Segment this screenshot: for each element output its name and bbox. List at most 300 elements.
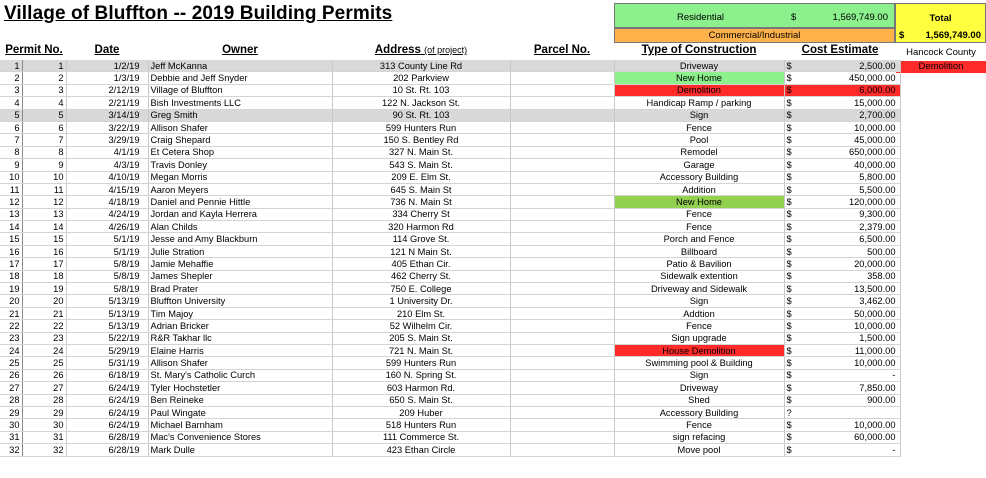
owner-cell[interactable]: Bish Investments LLC bbox=[148, 97, 332, 109]
address-cell[interactable]: 114 Grove St. bbox=[332, 233, 510, 245]
permit-no-cell[interactable]: 2 bbox=[22, 72, 66, 84]
table-row[interactable] bbox=[0, 444, 900, 456]
parcel-no-cell[interactable] bbox=[510, 60, 614, 72]
cost-estimate-cell[interactable]: 2,379.00 bbox=[796, 221, 900, 233]
parcel-no-cell[interactable] bbox=[510, 121, 614, 133]
address-cell[interactable]: 405 Ethan Cir. bbox=[332, 258, 510, 270]
cost-estimate-cell[interactable]: 650,000.00 bbox=[796, 146, 900, 158]
date-cell[interactable]: 5/22/19 bbox=[66, 332, 148, 344]
table-row[interactable] bbox=[0, 121, 900, 133]
dollar-sign-cell[interactable]: $ bbox=[784, 369, 796, 381]
owner-cell[interactable]: Ben Reineke bbox=[148, 394, 332, 406]
date-cell[interactable]: 5/13/19 bbox=[66, 295, 148, 307]
date-cell[interactable]: 4/1/19 bbox=[66, 146, 148, 158]
cost-estimate-cell[interactable]: 9,300.00 bbox=[796, 208, 900, 220]
header-date[interactable]: Date bbox=[94, 44, 120, 56]
owner-cell[interactable]: Daniel and Pennie Hittle bbox=[148, 196, 332, 208]
permit-no-cell[interactable]: 23 bbox=[22, 332, 66, 344]
row-number-cell[interactable]: 7 bbox=[0, 134, 22, 146]
construction-type-cell[interactable]: Sign bbox=[614, 295, 784, 307]
dollar-sign-cell[interactable]: $ bbox=[784, 121, 796, 133]
date-cell[interactable]: 5/8/19 bbox=[66, 258, 148, 270]
construction-type-cell[interactable]: Demolition bbox=[614, 84, 784, 96]
parcel-no-cell[interactable] bbox=[510, 134, 614, 146]
permit-no-cell[interactable]: 32 bbox=[22, 444, 66, 456]
table-row[interactable] bbox=[0, 60, 900, 72]
construction-type-cell[interactable]: Move pool bbox=[614, 444, 784, 456]
permit-no-cell[interactable]: 22 bbox=[22, 320, 66, 332]
row-number-cell[interactable]: 3 bbox=[0, 84, 22, 96]
owner-cell[interactable]: Craig Shepard bbox=[148, 134, 332, 146]
dollar-sign-cell[interactable]: $ bbox=[784, 60, 796, 72]
cost-estimate-cell[interactable] bbox=[796, 406, 900, 418]
cost-estimate-cell[interactable]: 3,462.00 bbox=[796, 295, 900, 307]
row-number-cell[interactable]: 22 bbox=[0, 320, 22, 332]
address-cell[interactable]: 121 N Main St. bbox=[332, 245, 510, 257]
parcel-no-cell[interactable] bbox=[510, 344, 614, 356]
date-cell[interactable]: 4/3/19 bbox=[66, 159, 148, 171]
table-row[interactable] bbox=[0, 245, 900, 257]
date-cell[interactable]: 2/21/19 bbox=[66, 97, 148, 109]
address-cell[interactable]: 750 E. College bbox=[332, 283, 510, 295]
table-row[interactable] bbox=[0, 146, 900, 158]
construction-type-cell[interactable]: Sign upgrade bbox=[614, 332, 784, 344]
cost-estimate-cell[interactable]: 10,000.00 bbox=[796, 357, 900, 369]
construction-type-cell[interactable]: Fence bbox=[614, 221, 784, 233]
table-row[interactable] bbox=[0, 97, 900, 109]
dollar-sign-cell[interactable]: $ bbox=[784, 444, 796, 456]
header-owner[interactable]: Owner bbox=[222, 44, 258, 56]
date-cell[interactable]: 5/8/19 bbox=[66, 283, 148, 295]
construction-type-cell[interactable]: Billboard bbox=[614, 245, 784, 257]
total-summary-cell[interactable] bbox=[895, 3, 986, 43]
cost-estimate-cell[interactable]: 1,500.00 bbox=[796, 332, 900, 344]
table-row[interactable] bbox=[0, 84, 900, 96]
owner-cell[interactable]: Adrian Bricker bbox=[148, 320, 332, 332]
construction-type-cell[interactable]: Remodel bbox=[614, 146, 784, 158]
address-cell[interactable]: 327 N. Main St. bbox=[332, 146, 510, 158]
construction-type-cell[interactable]: Fence bbox=[614, 320, 784, 332]
parcel-no-cell[interactable] bbox=[510, 444, 614, 456]
date-cell[interactable]: 6/18/19 bbox=[66, 369, 148, 381]
date-cell[interactable]: 4/15/19 bbox=[66, 183, 148, 195]
permit-no-cell[interactable]: 12 bbox=[22, 196, 66, 208]
address-cell[interactable]: 603 Harmon Rd. bbox=[332, 382, 510, 394]
owner-cell[interactable]: Paul Wingate bbox=[148, 406, 332, 418]
table-row[interactable] bbox=[0, 109, 900, 121]
row-number-cell[interactable]: 11 bbox=[0, 183, 22, 195]
dollar-sign-cell[interactable]: $ bbox=[784, 394, 796, 406]
parcel-no-cell[interactable] bbox=[510, 84, 614, 96]
dollar-sign-cell[interactable]: $ bbox=[784, 134, 796, 146]
parcel-no-cell[interactable] bbox=[510, 233, 614, 245]
header-cost-estimate[interactable]: Cost Estimate bbox=[801, 44, 879, 56]
table-row[interactable] bbox=[0, 283, 900, 295]
address-cell[interactable]: 543 S. Main St. bbox=[332, 159, 510, 171]
cost-estimate-cell[interactable]: 5,800.00 bbox=[796, 171, 900, 183]
owner-cell[interactable]: James Shepler bbox=[148, 270, 332, 282]
date-cell[interactable]: 4/24/19 bbox=[66, 208, 148, 220]
construction-type-cell[interactable]: Handicap Ramp / parking bbox=[614, 97, 784, 109]
cost-estimate-cell[interactable]: 2,500.00 bbox=[796, 60, 900, 72]
dollar-sign-cell[interactable]: $ bbox=[784, 233, 796, 245]
address-cell[interactable]: 52 Wilhelm Cir. bbox=[332, 320, 510, 332]
dollar-sign-cell[interactable]: $ bbox=[784, 357, 796, 369]
table-row[interactable] bbox=[0, 382, 900, 394]
cost-estimate-cell[interactable]: 10,000.00 bbox=[796, 121, 900, 133]
table-row[interactable] bbox=[0, 431, 900, 443]
row-number-cell[interactable]: 26 bbox=[0, 369, 22, 381]
hancock-county-cell[interactable]: Hancock County bbox=[896, 46, 986, 60]
owner-cell[interactable]: Jesse and Amy Blackburn bbox=[148, 233, 332, 245]
cost-estimate-cell[interactable]: 15,000.00 bbox=[796, 97, 900, 109]
address-cell[interactable]: 334 Cherry St bbox=[332, 208, 510, 220]
construction-type-cell[interactable]: Sidewalk extention bbox=[614, 270, 784, 282]
address-cell[interactable]: 320 Harmon Rd bbox=[332, 221, 510, 233]
header-permit-no[interactable]: Permit No. bbox=[5, 44, 63, 56]
address-cell[interactable]: 209 E. Elm St. bbox=[332, 171, 510, 183]
owner-cell[interactable]: Mac's Convenience Stores bbox=[148, 431, 332, 443]
table-row[interactable] bbox=[0, 159, 900, 171]
dollar-sign-cell[interactable]: $ bbox=[784, 344, 796, 356]
address-cell[interactable]: 736 N. Main St bbox=[332, 196, 510, 208]
table-row[interactable] bbox=[0, 208, 900, 220]
parcel-no-cell[interactable] bbox=[510, 97, 614, 109]
row-number-cell[interactable]: 12 bbox=[0, 196, 22, 208]
address-cell[interactable]: 423 Ethan Circle bbox=[332, 444, 510, 456]
owner-cell[interactable]: Greg Smith bbox=[148, 109, 332, 121]
row-number-cell[interactable]: 19 bbox=[0, 283, 22, 295]
row-number-cell[interactable]: 2 bbox=[0, 72, 22, 84]
dollar-sign-cell[interactable]: $ bbox=[784, 431, 796, 443]
construction-type-cell[interactable]: Porch and Fence bbox=[614, 233, 784, 245]
dollar-sign-cell[interactable]: $ bbox=[784, 171, 796, 183]
owner-cell[interactable]: Alan Childs bbox=[148, 221, 332, 233]
cost-estimate-cell[interactable]: 60,000.00 bbox=[796, 431, 900, 443]
table-row[interactable] bbox=[0, 332, 900, 344]
parcel-no-cell[interactable] bbox=[510, 419, 614, 431]
row-number-cell[interactable]: 9 bbox=[0, 159, 22, 171]
permit-no-cell[interactable]: 30 bbox=[22, 419, 66, 431]
date-cell[interactable]: 5/13/19 bbox=[66, 307, 148, 319]
permit-no-cell[interactable]: 28 bbox=[22, 394, 66, 406]
construction-type-cell[interactable]: Fence bbox=[614, 208, 784, 220]
dollar-sign-cell[interactable]: $ bbox=[784, 196, 796, 208]
dollar-sign-cell[interactable]: $ bbox=[784, 382, 796, 394]
parcel-no-cell[interactable] bbox=[510, 283, 614, 295]
date-cell[interactable]: 3/14/19 bbox=[66, 109, 148, 121]
row-number-cell[interactable]: 29 bbox=[0, 406, 22, 418]
construction-type-cell[interactable]: New Home bbox=[614, 72, 784, 84]
table-row[interactable] bbox=[0, 344, 900, 356]
construction-type-cell[interactable]: Sign bbox=[614, 369, 784, 381]
construction-type-cell[interactable]: Sign bbox=[614, 109, 784, 121]
permit-no-cell[interactable]: 25 bbox=[22, 357, 66, 369]
permit-no-cell[interactable]: 5 bbox=[22, 109, 66, 121]
permit-no-cell[interactable]: 29 bbox=[22, 406, 66, 418]
dollar-sign-cell[interactable]: $ bbox=[784, 270, 796, 282]
header-address[interactable] bbox=[332, 44, 510, 59]
cost-estimate-cell[interactable]: 120,000.00 bbox=[796, 196, 900, 208]
construction-type-cell[interactable]: Shed bbox=[614, 394, 784, 406]
dollar-sign-cell[interactable]: $ bbox=[784, 245, 796, 257]
permit-no-cell[interactable]: 14 bbox=[22, 221, 66, 233]
date-cell[interactable]: 6/24/19 bbox=[66, 394, 148, 406]
cost-estimate-cell[interactable]: 6,500.00 bbox=[796, 233, 900, 245]
construction-type-cell[interactable]: Garage bbox=[614, 159, 784, 171]
construction-type-cell[interactable]: Addition bbox=[614, 183, 784, 195]
date-cell[interactable]: 4/26/19 bbox=[66, 221, 148, 233]
row-number-cell[interactable]: 15 bbox=[0, 233, 22, 245]
row-number-cell[interactable]: 18 bbox=[0, 270, 22, 282]
address-cell[interactable]: 150 S. Bentley Rd bbox=[332, 134, 510, 146]
row-number-cell[interactable]: 27 bbox=[0, 382, 22, 394]
owner-cell[interactable]: Michael Barnham bbox=[148, 419, 332, 431]
table-row[interactable] bbox=[0, 369, 900, 381]
table-row[interactable] bbox=[0, 72, 900, 84]
cost-estimate-cell[interactable]: 13,500.00 bbox=[796, 283, 900, 295]
permit-no-cell[interactable]: 7 bbox=[22, 134, 66, 146]
address-cell[interactable]: 122 N. Jackson St. bbox=[332, 97, 510, 109]
permit-no-cell[interactable]: 21 bbox=[22, 307, 66, 319]
parcel-no-cell[interactable] bbox=[510, 270, 614, 282]
permit-no-cell[interactable]: 15 bbox=[22, 233, 66, 245]
table-row[interactable] bbox=[0, 320, 900, 332]
dollar-sign-cell[interactable]: $ bbox=[784, 283, 796, 295]
owner-cell[interactable]: R&R Takhar llc bbox=[148, 332, 332, 344]
date-cell[interactable]: 5/31/19 bbox=[66, 357, 148, 369]
address-cell[interactable]: 111 Commerce St. bbox=[332, 431, 510, 443]
owner-cell[interactable]: Debbie and Jeff Snyder bbox=[148, 72, 332, 84]
construction-type-cell[interactable]: Pool bbox=[614, 134, 784, 146]
cost-estimate-cell[interactable]: - bbox=[796, 369, 900, 381]
dollar-sign-cell[interactable]: $ bbox=[784, 109, 796, 121]
owner-cell[interactable]: St. Mary's Catholic Curch bbox=[148, 369, 332, 381]
date-cell[interactable]: 6/24/19 bbox=[66, 382, 148, 394]
table-row[interactable] bbox=[0, 171, 900, 183]
parcel-no-cell[interactable] bbox=[510, 382, 614, 394]
row-number-cell[interactable]: 24 bbox=[0, 344, 22, 356]
owner-cell[interactable]: Allison Shafer bbox=[148, 357, 332, 369]
table-row[interactable] bbox=[0, 357, 900, 369]
cost-estimate-cell[interactable]: 900.00 bbox=[796, 394, 900, 406]
parcel-no-cell[interactable] bbox=[510, 394, 614, 406]
permit-no-cell[interactable]: 16 bbox=[22, 245, 66, 257]
row-number-cell[interactable]: 23 bbox=[0, 332, 22, 344]
address-cell[interactable]: 210 Elm St. bbox=[332, 307, 510, 319]
dollar-sign-cell[interactable]: ? bbox=[784, 406, 796, 418]
table-row[interactable] bbox=[0, 233, 900, 245]
dollar-sign-cell[interactable]: $ bbox=[784, 307, 796, 319]
parcel-no-cell[interactable] bbox=[510, 159, 614, 171]
table-row[interactable] bbox=[0, 406, 900, 418]
date-cell[interactable]: 5/1/19 bbox=[66, 233, 148, 245]
address-cell[interactable]: 209 Huber bbox=[332, 406, 510, 418]
table-row[interactable] bbox=[0, 394, 900, 406]
date-cell[interactable]: 6/24/19 bbox=[66, 419, 148, 431]
construction-type-cell[interactable]: Driveway and Sidewalk bbox=[614, 283, 784, 295]
cost-estimate-cell[interactable]: 500.00 bbox=[796, 245, 900, 257]
permit-no-cell[interactable]: 11 bbox=[22, 183, 66, 195]
address-cell[interactable]: 462 Cherry St. bbox=[332, 270, 510, 282]
permit-no-cell[interactable]: 3 bbox=[22, 84, 66, 96]
construction-type-cell[interactable]: Driveway bbox=[614, 60, 784, 72]
commercial-summary-cell[interactable] bbox=[614, 28, 895, 43]
row-number-cell[interactable]: 32 bbox=[0, 444, 22, 456]
header-parcel-no[interactable]: Parcel No. bbox=[533, 44, 591, 56]
table-row[interactable] bbox=[0, 258, 900, 270]
address-cell[interactable]: 1 University Dr. bbox=[332, 295, 510, 307]
parcel-no-cell[interactable] bbox=[510, 307, 614, 319]
dollar-sign-cell[interactable]: $ bbox=[784, 221, 796, 233]
date-cell[interactable]: 5/29/19 bbox=[66, 344, 148, 356]
row-number-cell[interactable]: 30 bbox=[0, 419, 22, 431]
parcel-no-cell[interactable] bbox=[510, 208, 614, 220]
address-cell[interactable]: 205 S. Main St. bbox=[332, 332, 510, 344]
construction-type-cell[interactable]: Fence bbox=[614, 419, 784, 431]
date-cell[interactable]: 6/28/19 bbox=[66, 444, 148, 456]
owner-cell[interactable]: Brad Prater bbox=[148, 283, 332, 295]
table-row[interactable] bbox=[0, 183, 900, 195]
header-type-of-construction[interactable]: Type of Construction bbox=[641, 44, 757, 56]
permit-no-cell[interactable]: 27 bbox=[22, 382, 66, 394]
row-number-cell[interactable]: 17 bbox=[0, 258, 22, 270]
permit-no-cell[interactable]: 10 bbox=[22, 171, 66, 183]
row-number-cell[interactable]: 5 bbox=[0, 109, 22, 121]
permit-no-cell[interactable]: 31 bbox=[22, 431, 66, 443]
parcel-no-cell[interactable] bbox=[510, 295, 614, 307]
owner-cell[interactable]: Megan Morris bbox=[148, 171, 332, 183]
date-cell[interactable]: 1/2/19 bbox=[66, 60, 148, 72]
row-number-cell[interactable]: 13 bbox=[0, 208, 22, 220]
address-cell[interactable]: 202 Parkview bbox=[332, 72, 510, 84]
owner-cell[interactable]: Tim Majoy bbox=[148, 307, 332, 319]
row-number-cell[interactable]: 4 bbox=[0, 97, 22, 109]
cost-estimate-cell[interactable]: 10,000.00 bbox=[796, 320, 900, 332]
cost-estimate-cell[interactable]: 11,000.00 bbox=[796, 344, 900, 356]
dollar-sign-cell[interactable]: $ bbox=[784, 295, 796, 307]
cost-estimate-cell[interactable]: 40,000.00 bbox=[796, 159, 900, 171]
construction-type-cell[interactable]: House Demolition bbox=[614, 344, 784, 356]
table-row[interactable] bbox=[0, 221, 900, 233]
row-number-cell[interactable]: 10 bbox=[0, 171, 22, 183]
address-cell[interactable]: 599 Hunters Run bbox=[332, 121, 510, 133]
parcel-no-cell[interactable] bbox=[510, 320, 614, 332]
cost-estimate-cell[interactable]: 10,000.00 bbox=[796, 419, 900, 431]
permit-no-cell[interactable]: 4 bbox=[22, 97, 66, 109]
row-number-cell[interactable]: 28 bbox=[0, 394, 22, 406]
permit-no-cell[interactable]: 26 bbox=[22, 369, 66, 381]
address-cell[interactable]: 10 St. Rt. 103 bbox=[332, 84, 510, 96]
cost-estimate-cell[interactable]: 6,000.00 bbox=[796, 84, 900, 96]
owner-cell[interactable]: Allison Shafer bbox=[148, 121, 332, 133]
construction-type-cell[interactable]: Swimming pool & Building bbox=[614, 357, 784, 369]
dollar-sign-cell[interactable]: $ bbox=[784, 72, 796, 84]
parcel-no-cell[interactable] bbox=[510, 146, 614, 158]
owner-cell[interactable]: Jordan and Kayla Herrera bbox=[148, 208, 332, 220]
owner-cell[interactable]: Mark Dulle bbox=[148, 444, 332, 456]
date-cell[interactable]: 3/22/19 bbox=[66, 121, 148, 133]
parcel-no-cell[interactable] bbox=[510, 196, 614, 208]
table-row[interactable] bbox=[0, 307, 900, 319]
dollar-sign-cell[interactable]: $ bbox=[784, 320, 796, 332]
dollar-sign-cell[interactable]: $ bbox=[784, 258, 796, 270]
parcel-no-cell[interactable] bbox=[510, 183, 614, 195]
construction-type-cell[interactable]: Addtion bbox=[614, 307, 784, 319]
construction-type-cell[interactable]: Accessory Building bbox=[614, 406, 784, 418]
row-number-cell[interactable]: 1 bbox=[0, 60, 22, 72]
address-cell[interactable]: 313 County Line Rd bbox=[332, 60, 510, 72]
address-cell[interactable]: 645 S. Main St bbox=[332, 183, 510, 195]
date-cell[interactable]: 4/10/19 bbox=[66, 171, 148, 183]
permit-no-cell[interactable]: 1 bbox=[22, 60, 66, 72]
row-number-cell[interactable]: 21 bbox=[0, 307, 22, 319]
dollar-sign-cell[interactable]: $ bbox=[784, 97, 796, 109]
residential-summary-cell[interactable] bbox=[614, 3, 895, 28]
parcel-no-cell[interactable] bbox=[510, 258, 614, 270]
owner-cell[interactable]: Bluffton University bbox=[148, 295, 332, 307]
construction-type-cell[interactable]: Patio & Bavilion bbox=[614, 258, 784, 270]
row-number-cell[interactable]: 20 bbox=[0, 295, 22, 307]
owner-cell[interactable]: Travis Donley bbox=[148, 159, 332, 171]
table-row[interactable] bbox=[0, 295, 900, 307]
cost-estimate-cell[interactable]: 7,850.00 bbox=[796, 382, 900, 394]
owner-cell[interactable]: Elaine Harris bbox=[148, 344, 332, 356]
owner-cell[interactable]: Aaron Meyers bbox=[148, 183, 332, 195]
address-cell[interactable]: 518 Hunters Run bbox=[332, 419, 510, 431]
construction-type-cell[interactable]: Fence bbox=[614, 121, 784, 133]
construction-type-cell[interactable]: New Home bbox=[614, 196, 784, 208]
dollar-sign-cell[interactable]: $ bbox=[784, 159, 796, 171]
construction-type-cell[interactable]: Driveway bbox=[614, 382, 784, 394]
row-number-cell[interactable]: 25 bbox=[0, 357, 22, 369]
construction-type-cell[interactable]: Accessory Building bbox=[614, 171, 784, 183]
date-cell[interactable]: 3/29/19 bbox=[66, 134, 148, 146]
date-cell[interactable]: 1/3/19 bbox=[66, 72, 148, 84]
owner-cell[interactable]: Jeff McKanna bbox=[148, 60, 332, 72]
parcel-no-cell[interactable] bbox=[510, 72, 614, 84]
permit-no-cell[interactable]: 13 bbox=[22, 208, 66, 220]
cost-estimate-cell[interactable]: 45,000.00 bbox=[796, 134, 900, 146]
cost-estimate-cell[interactable]: 50,000.00 bbox=[796, 307, 900, 319]
cost-estimate-cell[interactable]: 358.00 bbox=[796, 270, 900, 282]
address-cell[interactable]: 160 N. Spring St. bbox=[332, 369, 510, 381]
permit-no-cell[interactable]: 24 bbox=[22, 344, 66, 356]
construction-type-cell[interactable]: sign refacing bbox=[614, 431, 784, 443]
date-cell[interactable]: 5/13/19 bbox=[66, 320, 148, 332]
parcel-no-cell[interactable] bbox=[510, 332, 614, 344]
parcel-no-cell[interactable] bbox=[510, 369, 614, 381]
cost-estimate-cell[interactable]: 20,000.00 bbox=[796, 258, 900, 270]
parcel-no-cell[interactable] bbox=[510, 406, 614, 418]
permit-no-cell[interactable]: 20 bbox=[22, 295, 66, 307]
dollar-sign-cell[interactable]: $ bbox=[784, 208, 796, 220]
address-cell[interactable]: 650 S. Main St. bbox=[332, 394, 510, 406]
owner-cell[interactable]: Jamie Mehaffie bbox=[148, 258, 332, 270]
row-number-cell[interactable]: 6 bbox=[0, 121, 22, 133]
owner-cell[interactable]: Tyler Hochstetler bbox=[148, 382, 332, 394]
demolition-legend-cell[interactable]: Demolition bbox=[896, 61, 986, 73]
parcel-no-cell[interactable] bbox=[510, 245, 614, 257]
parcel-no-cell[interactable] bbox=[510, 221, 614, 233]
parcel-no-cell[interactable] bbox=[510, 171, 614, 183]
cost-estimate-cell[interactable]: - bbox=[796, 444, 900, 456]
date-cell[interactable]: 5/8/19 bbox=[66, 270, 148, 282]
dollar-sign-cell[interactable]: $ bbox=[784, 419, 796, 431]
date-cell[interactable]: 2/12/19 bbox=[66, 84, 148, 96]
row-number-cell[interactable]: 31 bbox=[0, 431, 22, 443]
address-cell[interactable]: 721 N. Main St. bbox=[332, 344, 510, 356]
